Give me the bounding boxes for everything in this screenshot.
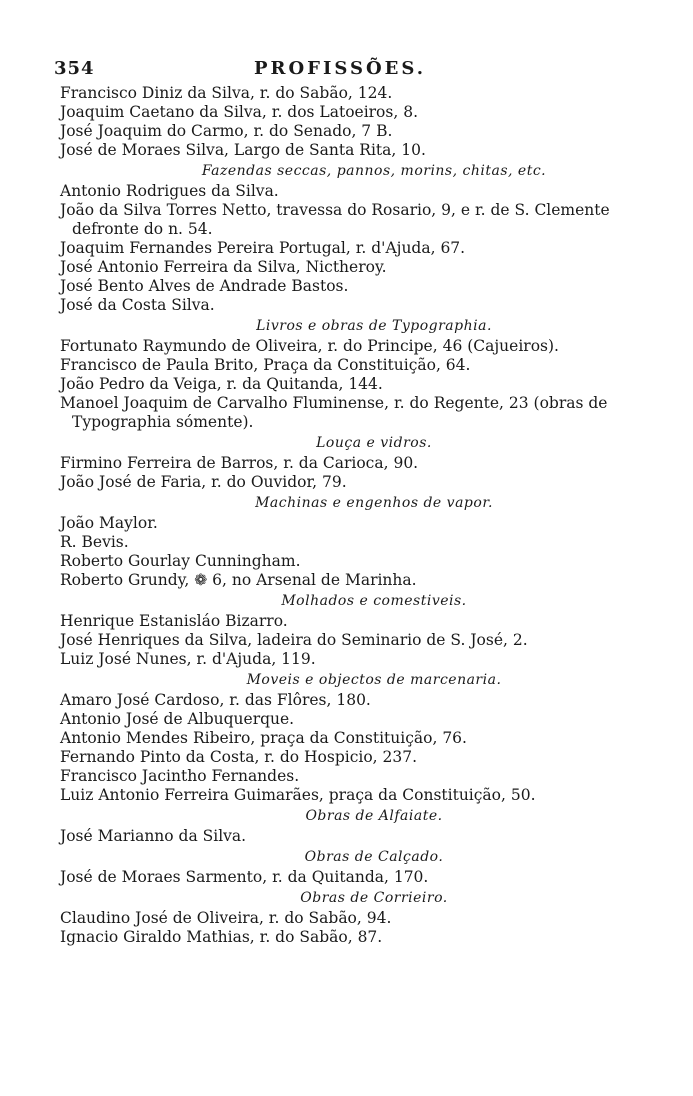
list-item: José de Moraes Sarmento, r. da Quitanda, 170. [60, 868, 429, 886]
list-item: Ignacio Giraldo Mathias, r. do Sabão, 87. [60, 928, 383, 946]
list-item: Antonio Mendes Ribeiro, praça da Constituição, 76. [60, 729, 467, 747]
list-item: Luiz Antonio Ferreira Guimarães, praça da Constituição, 50. [60, 786, 536, 804]
section-machinas [54, 492, 654, 590]
list-item: Henrique Estanisláo Bizarro. [60, 612, 288, 630]
page-header [54, 58, 654, 84]
list-item: Francisco Diniz da Silva, r. do Sabão, 124. [60, 84, 393, 102]
section-louca [54, 432, 654, 492]
list-item: João Maylor. [60, 514, 158, 532]
section-corrieiro [54, 887, 654, 947]
section-molhados [54, 590, 654, 669]
list-item: José Marianno da Silva. [60, 827, 247, 845]
list-item: João Pedro da Veiga, r. da Quitanda, 144. [60, 375, 383, 393]
list-item: José de Moraes Silva, Largo de Santa Rita, 10. [60, 141, 426, 159]
section-heading: Molhados e comestiveis. [281, 593, 467, 609]
section-alfaiate [54, 805, 654, 846]
list-item: Roberto Grundy, ❁ 6, no Arsenal de Marinha. [60, 571, 417, 589]
section-fazendas [54, 160, 654, 315]
list-item: Fernando Pinto da Costa, r. do Hospicio, 237. [60, 748, 418, 766]
list-item: Manoel Joaquim de Carvalho Fluminense, r. do Regente, 23 (obras de Typographia sómente). [60, 394, 608, 431]
list-item: Luiz José Nunes, r. d'Ajuda, 119. [60, 650, 316, 668]
list-item: Roberto Gourlay Cunningham. [60, 552, 301, 570]
section-heading: Obras de Alfaiate. [305, 808, 443, 824]
list-item: José Bento Alves de Andrade Bastos. [60, 277, 349, 295]
list-item: Amaro José Cardoso, r. das Flôres, 180. [60, 691, 371, 709]
list-item: Claudino José de Oliveira, r. do Sabão, 94. [60, 909, 392, 927]
section-livros [54, 315, 654, 432]
list-item: João da Silva Torres Netto, travessa do Rosario, 9, e r. de S. Clemente defronte do n. 54. [60, 201, 610, 238]
list-item: José da Costa Silva. [60, 296, 215, 314]
directory-listing [54, 84, 654, 947]
section-heading: Louça e vidros. [316, 435, 432, 451]
list-item: Firmino Ferreira de Barros, r. da Carioca, 90. [60, 454, 419, 472]
list-item: Francisco Jacintho Fernandes. [60, 767, 300, 785]
list-item: Antonio José de Albuquerque. [60, 710, 295, 728]
section-heading: Livros e obras de Typographia. [256, 318, 492, 334]
page-number: 354 [54, 58, 95, 79]
list-item: Francisco de Paula Brito, Praça da Constituição, 64. [60, 356, 471, 374]
section-moveis [54, 669, 654, 805]
list-item: João José de Faria, r. do Ouvidor, 79. [60, 473, 347, 491]
running-title: PROFISSÕES. [254, 58, 426, 79]
section-heading: Fazendas seccas, pannos, morins, chitas, etc. [201, 163, 547, 179]
list-item: Antonio Rodrigues da Silva. [60, 182, 279, 200]
section-heading: Machinas e engenhos de vapor. [255, 495, 493, 511]
section-heading: Obras de Corrieiro. [300, 890, 448, 906]
section-heading: Obras de Calçado. [304, 849, 444, 865]
section-calcado [54, 846, 654, 887]
section-heading: Moveis e objectos de marcenaria. [246, 672, 502, 688]
list-item: Joaquim Caetano da Silva, r. dos Latoeiros, 8. [60, 103, 418, 121]
list-item: Fortunato Raymundo de Oliveira, r. do Principe, 46 (Cajueiros). [60, 337, 559, 355]
list-item: José Henriques da Silva, ladeira do Seminario de S. José, 2. [60, 631, 528, 649]
list-item: José Joaquim do Carmo, r. do Senado, 7 B. [60, 122, 393, 140]
list-item: Joaquim Fernandes Pereira Portugal, r. d'Ajuda, 67. [60, 239, 466, 257]
list-item: R. Bevis. [60, 533, 129, 551]
list-item: José Antonio Ferreira da Silva, Nictheroy. [60, 258, 387, 276]
section-continuation [54, 84, 654, 160]
